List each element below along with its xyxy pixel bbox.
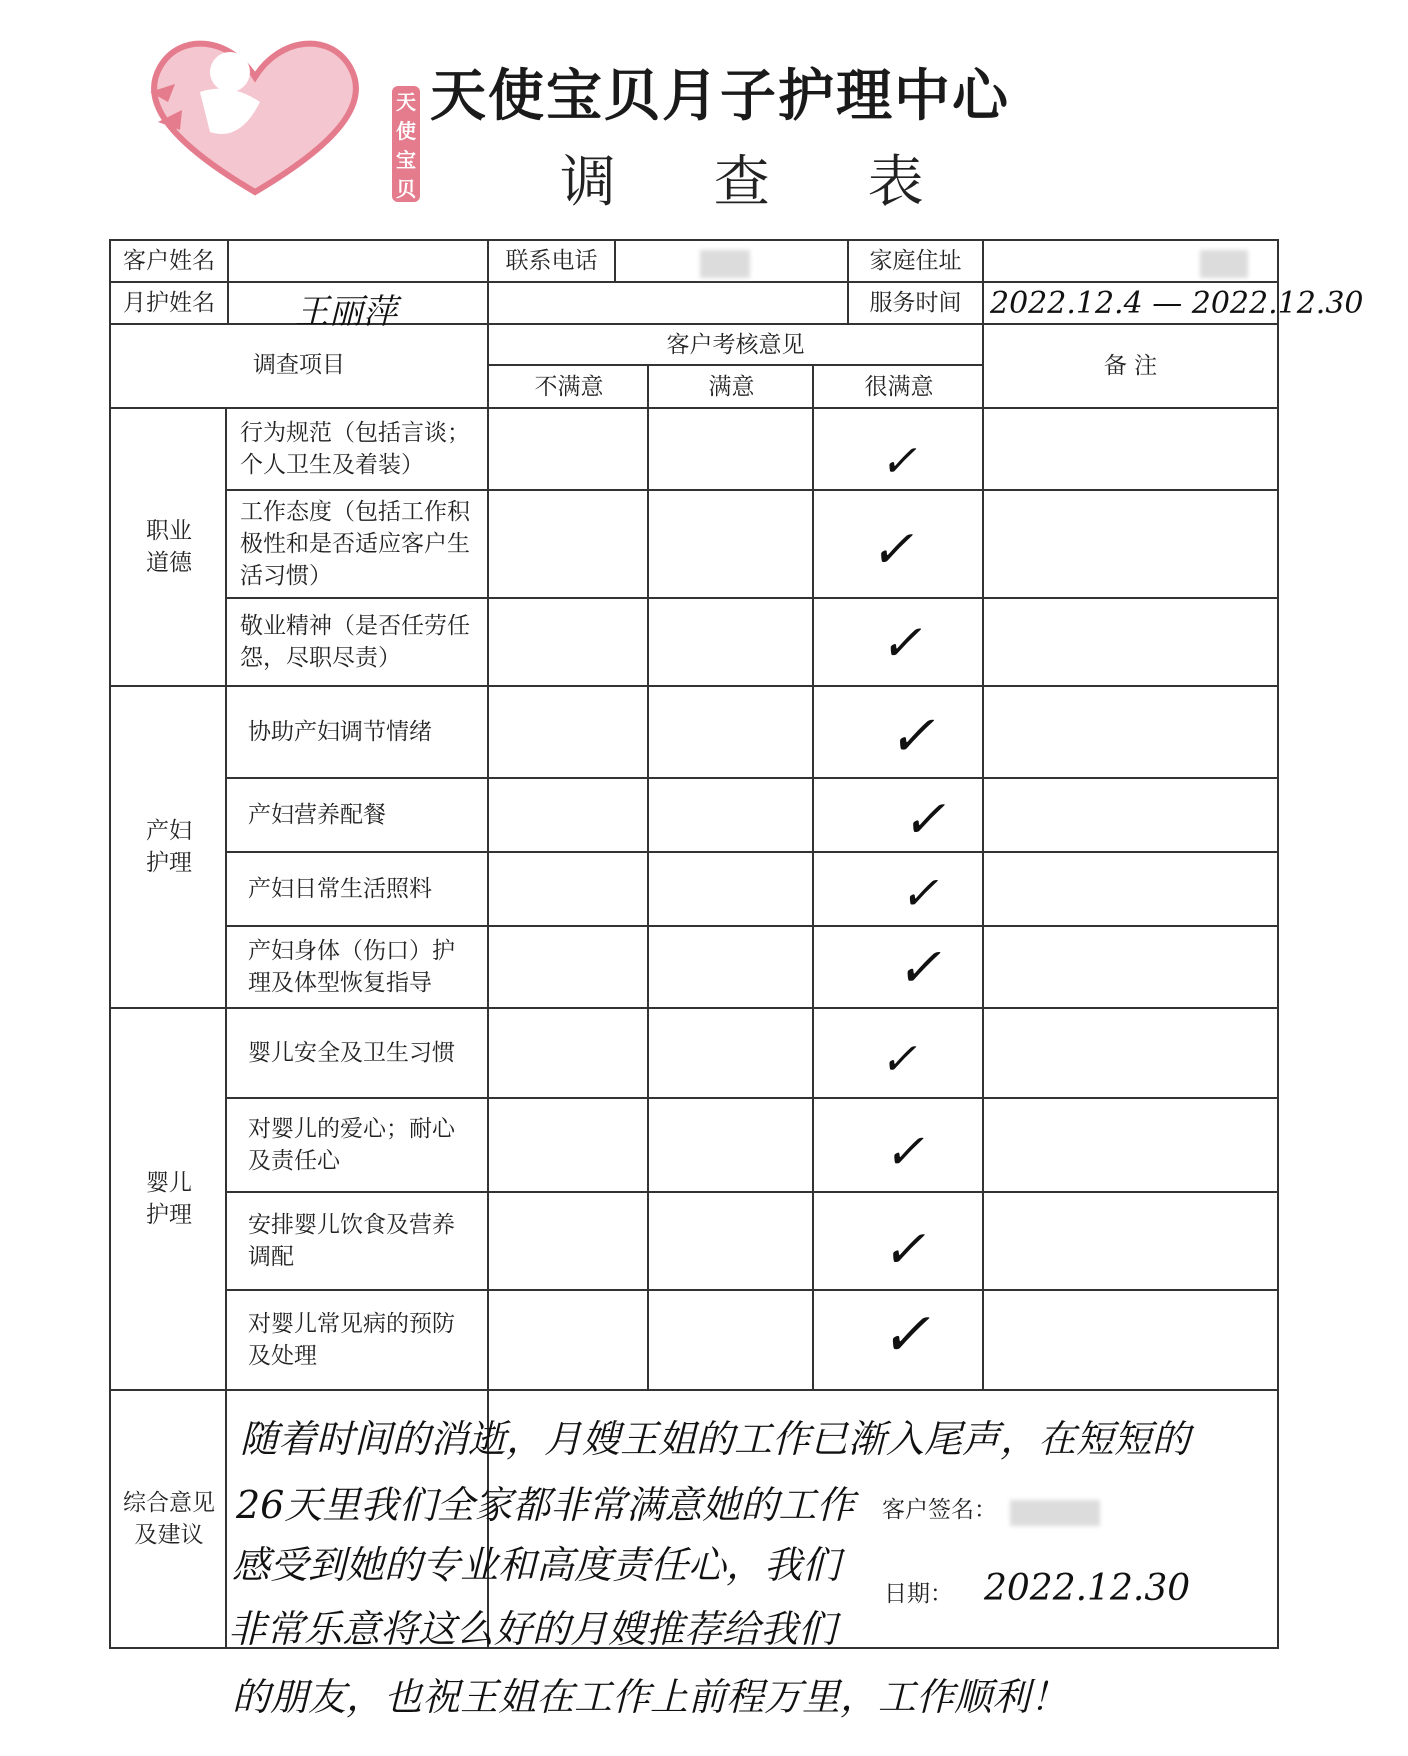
- survey-item: 工作态度（包括工作积极性和是否适应客户生活习惯）: [240, 499, 470, 589]
- check-mark-icon: ✓: [870, 520, 914, 580]
- check-mark-icon: ✓: [880, 1300, 931, 1370]
- summary-label-line: 及建议: [134, 1522, 204, 1548]
- check-mark-icon: ✓: [884, 1124, 925, 1180]
- nurse-name-label: 月护姓名: [123, 290, 215, 317]
- survey-item: 安排婴儿饮食及营养调配: [248, 1212, 455, 1270]
- form-title: 调 查 表: [560, 150, 964, 215]
- org-name: 天使宝贝月子护理中心: [430, 64, 1010, 129]
- date-value: 2022.12.30: [984, 1568, 1191, 1609]
- group-label-line: 道德: [146, 550, 192, 576]
- service-time-label: 服务时间: [869, 290, 962, 317]
- group-label-mother-care: [112, 688, 226, 1008]
- summary-label: [112, 1392, 226, 1648]
- group-label-line: 职业: [146, 518, 192, 545]
- survey-item: 产妇日常生活照料: [248, 876, 432, 903]
- rating-header-satisfied: 满意: [708, 373, 755, 400]
- phone-value: [620, 242, 846, 282]
- survey-item: 对婴儿的爱心；耐心及责任心: [248, 1116, 455, 1174]
- check-mark-icon: ✓: [888, 704, 935, 769]
- group-label-line: 护理: [146, 1202, 192, 1228]
- survey-item: 婴儿安全及卫生习惯: [248, 1040, 455, 1067]
- check-mark-icon: ✓: [900, 866, 939, 920]
- service-time-value: 2022.12.4 — 2022.12.30: [990, 286, 1364, 321]
- comment-line: 随着时间的消逝，月嫂王姐的工作已渐入尾声，在短短的: [240, 1417, 1191, 1461]
- check-mark-icon: ✓: [882, 1220, 926, 1280]
- logo-text: 天使宝贝: [392, 86, 420, 202]
- remark-header: 备 注: [1103, 353, 1158, 380]
- survey-item: 对婴儿常见病的预防及处理: [248, 1311, 455, 1369]
- address-value: [988, 242, 1268, 282]
- survey-item: 协助产妇调节情绪: [248, 719, 432, 746]
- group-label-baby-care: [112, 1010, 226, 1390]
- rating-header-unsatisfied: 不满意: [534, 373, 604, 400]
- check-mark-icon: ✓: [880, 1034, 917, 1085]
- check-mark-icon: ✓: [880, 436, 917, 487]
- summary-label-line: 综合意见: [123, 1490, 215, 1517]
- survey-item: 产妇身体（伤口）护理及体型恢复指导: [248, 938, 455, 996]
- customer-name-label: 客户姓名: [123, 248, 215, 275]
- group-label-ethics: [112, 410, 226, 686]
- item-header: 调查项目: [253, 352, 345, 379]
- check-mark-icon: ✓: [902, 790, 946, 850]
- rating-header-very-satisfied: 很满意: [864, 373, 934, 400]
- check-mark-icon: ✓: [896, 936, 942, 999]
- survey-item: 敬业精神（是否任劳任怨，尽职尽责）: [240, 613, 470, 671]
- phone-label: 联系电话: [505, 248, 598, 275]
- signature-label: 客户签名：: [882, 1497, 997, 1524]
- nurse-name-value: 王丽萍: [295, 292, 397, 332]
- comment-line: 的朋友，也祝王姐在工作上前程万里，工作顺利！: [232, 1675, 1069, 1719]
- group-label-line: 婴儿: [146, 1170, 192, 1197]
- signature-redaction: [1010, 1500, 1100, 1526]
- survey-item: 行为规范（包括言谈；个人卫生及着装）: [240, 420, 470, 478]
- opinion-header: 客户考核意见: [666, 331, 805, 358]
- group-label-line: 产妇: [146, 818, 192, 845]
- group-label-line: 护理: [146, 850, 192, 876]
- comment-line: 感受到她的专业和高度责任心，我们: [232, 1543, 841, 1587]
- survey-item: 产妇营养配餐: [248, 802, 386, 829]
- customer-name-value: [230, 242, 486, 282]
- address-label: 家庭住址: [869, 248, 962, 275]
- date-label: 日期：: [884, 1581, 953, 1608]
- check-mark-icon: ✓: [880, 614, 922, 672]
- comment-line: 26天里我们全家都非常满意她的工作: [236, 1483, 855, 1527]
- comment-line: 非常乐意将这么好的月嫂推荐给我们: [228, 1607, 837, 1651]
